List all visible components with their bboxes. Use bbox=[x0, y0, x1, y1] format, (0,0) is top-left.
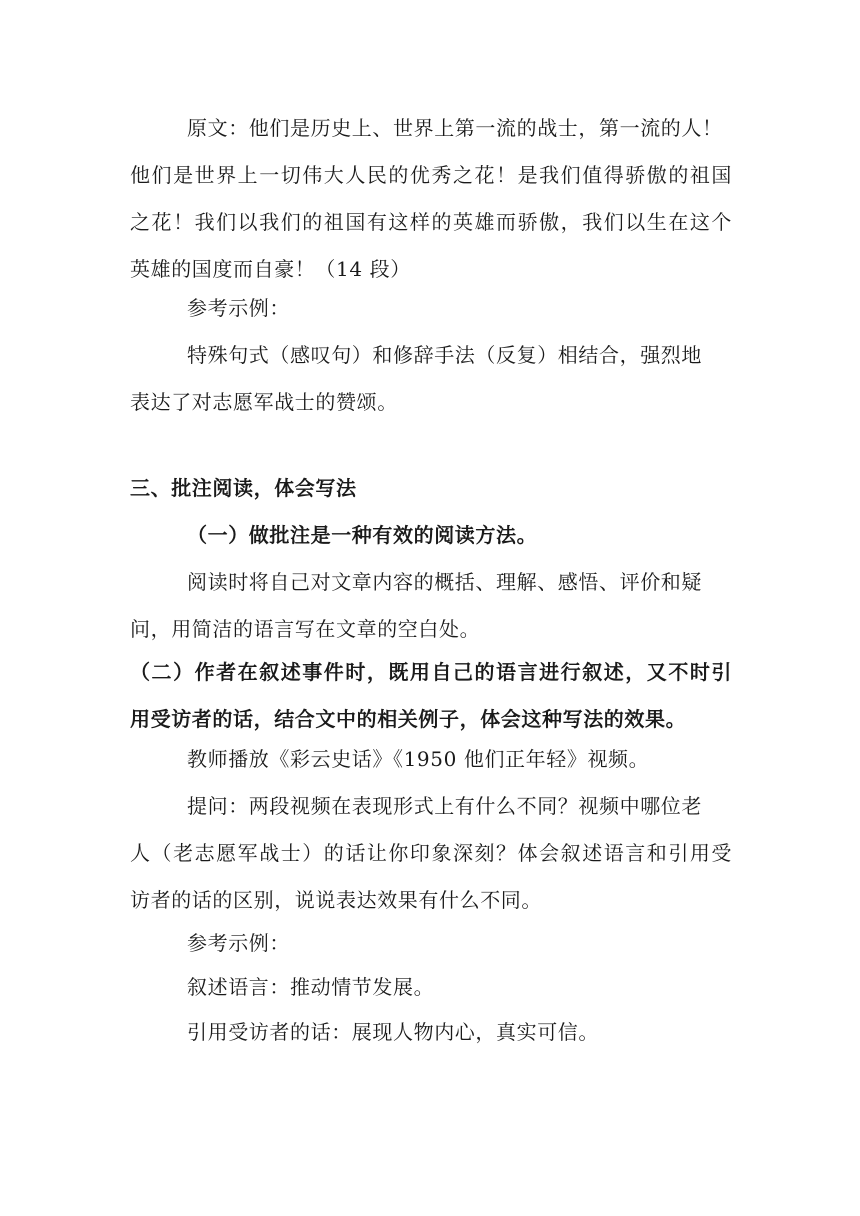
section-heading: 三、批注阅读，体会写法 bbox=[130, 476, 357, 500]
reference-example-label-2: 参考示例： bbox=[187, 931, 290, 955]
reference-example-label: 参考示例： bbox=[187, 296, 290, 320]
narration-line: 叙述语言：推动情节发展。 bbox=[187, 975, 435, 999]
subsection-2-heading-line-2: 用受访者的话，结合文中的相关例子，体会这种写法的效果。 bbox=[130, 707, 687, 731]
video-line: 教师播放《彩云史话》《1950 他们正年轻》视频。 bbox=[187, 747, 650, 771]
reference-example-line-2: 表达了对志愿军战士的赞颂。 bbox=[130, 390, 398, 414]
quote-line: 引用受访者的话：展现人物内心，真实可信。 bbox=[187, 1020, 599, 1044]
reference-example-line-1: 特殊句式（感叹句）和修辞手法（反复）相结合，强烈地 bbox=[187, 343, 702, 367]
subsection-2-heading-line-1: （二）作者在叙述事件时，既用自己的语言进行叙述，又不时引 bbox=[130, 660, 732, 684]
original-text-line-4: 英雄的国度而自豪！（14 段） bbox=[130, 257, 411, 281]
original-text-line-3: 之花！我们以我们的祖国有这样的英雄而骄傲，我们以生在这个 bbox=[130, 210, 732, 234]
subsection-1-body-line-2: 问，用简洁的语言写在文章的空白处。 bbox=[130, 617, 481, 641]
subsection-1-body-line-1: 阅读时将自己对文章内容的概括、理解、感悟、评价和疑 bbox=[187, 570, 702, 594]
subsection-1-heading: （一）做批注是一种有效的阅读方法。 bbox=[187, 523, 538, 547]
question-line-2: 人（老志愿军战士）的话让你印象深刻？体会叙述语言和引用受 bbox=[130, 841, 732, 865]
question-line-3: 访者的话的区别，说说表达效果有什么不同。 bbox=[130, 888, 542, 912]
original-text-line-2: 他们是世界上一切伟大人民的优秀之花！是我们值得骄傲的祖国 bbox=[130, 163, 732, 187]
question-line-1: 提问：两段视频在表现形式上有什么不同？视频中哪位老 bbox=[187, 794, 702, 818]
original-text-line-1: 原文：他们是历史上、世界上第一流的战士，第一流的人！ bbox=[187, 116, 723, 140]
